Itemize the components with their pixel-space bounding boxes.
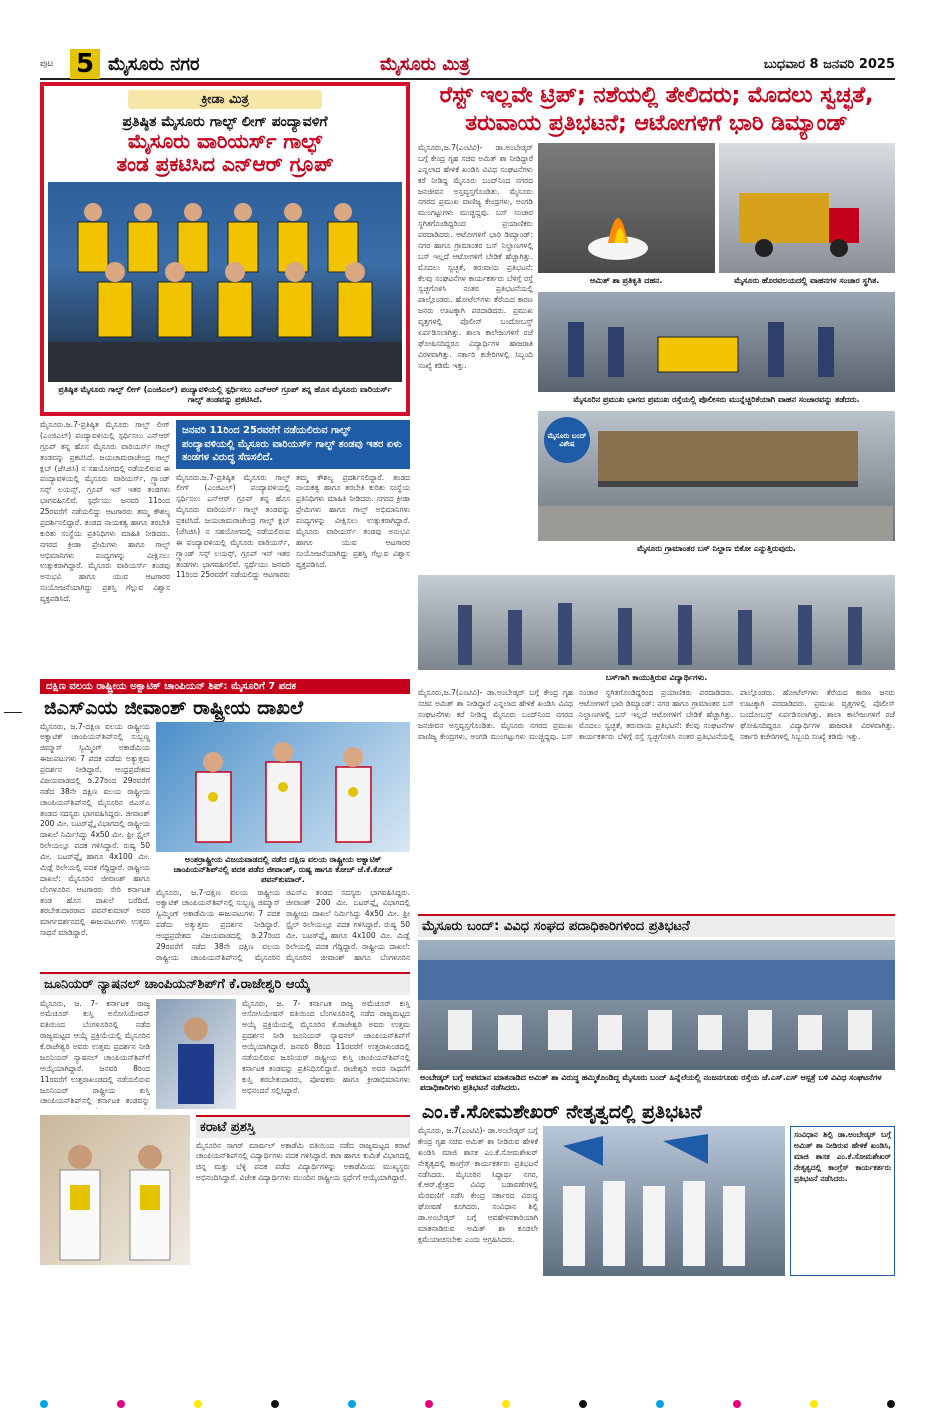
somashekar-headline: ಎಂ.ಕೆ.ಸೋಮಶೇಖರ್ ನೇತೃತ್ವದಲ್ಲಿ ಪ್ರತಿಭಟನೆ xyxy=(422,1101,702,1123)
swim-photo-caption: ಅಂತರ್ರಾಷ್ಟ್ರೀಯ ವಿಜಯವಾಡದಲ್ಲಿ ನಡೆದ ದಕ್ಷಿಣ ವಲಯ ರಾಷ್ಟ್ರೀಯ ಅಕ್ವಾಟಿಕ್ ಚಾಂಪಿಯನ್‌ಶಿಪ್‌ನಲ್ಲಿ ಪದಕ ಪಡೆದ ಜೀವಾಂಶ್, ರುಷ್ಯ ಹಾಗೂ ಕೋಚ್ ಜೆ.ಕೆ.ಕೋಚ್ ಪವನ್‌ಕುಮಾರ್. xyxy=(173,854,393,884)
bus-stand-photo xyxy=(538,411,895,541)
somashekar-protest-photo xyxy=(543,1126,785,1276)
march-illustration xyxy=(543,1126,763,1276)
golf-team-illustration xyxy=(48,182,402,382)
black-dot xyxy=(887,1400,895,1408)
barricade-caption: ಮೈಸೂರಿನ ಪ್ರಮುಖ ಭಾಗದ ಪ್ರಮುಖ ರಸ್ತೆಯಲ್ಲಿ ಪೊಲೀಸರು ಮುನ್ನೆಚ್ಚರಿಕೆಯಾಗಿ ವಾಹನ ಸಂಚಾರವನ್ನು ತಡೆದರು. xyxy=(573,395,860,404)
bandh-special-badge: ಮೈಸೂರು ಬಂದ್ ವಿಶೇಷ xyxy=(544,417,590,463)
golf-headline-1: ಮೈಸೂರು ವಾರಿಯರ್ಸ್ ಗಾಲ್ಫ್ xyxy=(127,129,323,153)
bandh-top-row xyxy=(418,143,895,573)
barricade-illustration xyxy=(538,292,893,392)
yellow-dot xyxy=(502,1400,510,1408)
swim-medal-photo xyxy=(156,722,410,852)
yellow-dot xyxy=(810,1400,818,1408)
students-caption: ಬಸ್‌ಗಾಗಿ ಕಾಯುತ್ತಿರುವ ವಿದ್ಯಾರ್ಥಿಗಳು. xyxy=(605,673,708,682)
swim-headline: ಜಿಎಸ್‌ಎಯ ಜೀವಾಂಶ್ ರಾಷ್ಟ್ರೀಯ ದಾಖಲೆ xyxy=(44,696,304,719)
fire-illustration xyxy=(538,143,713,273)
wrestler-illustration xyxy=(156,999,236,1109)
cyan-dot xyxy=(348,1400,356,1408)
golf-callout: ಜನವರಿ 11ರಿಂದ 25ರವರೆಗೆ ನಡೆಯಲಿರುವ ಗಾಲ್ಫ್ ಪಂದ್ಯಾವಳಿಯಲ್ಲಿ ಮೈಸೂರು ವಾರಿಯರ್ಸ್ ಗಾಲ್ಫ್ ತಂಡವು ಇತರ ಏಳು ತಂಡಗಳ ವಿರುದ್ಧ ಸೆಣಸಲಿದೆ. xyxy=(176,420,410,469)
somashekar-side-note: ಸಂವಿಧಾನ ಶಿಲ್ಪಿ ಡಾ.ಅಂಬೇಡ್ಕರ್ ಬಗ್ಗೆ ಅಮಿತ್ ಶಾ ನೀಡಿರುವ ಹೇಳಿಕೆ ಖಂಡಿಸಿ, ಮಾಜಿ ಶಾಸಕ ಎಂ.ಕೆ.ಸೋಮಶೇಖರ್ ನೇತೃತ್ವದಲ್ಲಿ ಕಾಂಗ್ರೆಸ್ ಕಾರ್ಯಕರ್ತರು ಪ್ರತಿಭಟನೆ ನಡೆಸಿದರು. xyxy=(790,1126,895,1276)
junior-body-lead: ಮೈಸೂರು, ಜ. 7- ಕರ್ನಾಟಕ ರಾಜ್ಯ ಅಮೆಚೂರ್ ಕುಸ್ತಿ ಅಸೋಸಿಯೇಷನ್ ವತಿಯಿಂದ ಬೆಂಗಳೂರಿನಲ್ಲಿ ನಡೆದ ರಾಜ್ಯಮಟ್ಟದ ಆಯ್ಕೆ ಪ್ರಕ್ರಿಯೆಯಲ್ಲಿ ಮೈಸೂರಿನ ಕೆ.ರಾಜೇಶ್ವರಿ ಅವರು ಉತ್ತಮ ಪ್ರದರ್ಶನ ನೀಡಿ ಜೂನಿಯರ್ ನ್ಯಾಷನಲ್ ಚಾಂಪಿಯನ್‌ಶಿಪ್‌ಗೆ ಆಯ್ಕೆಯಾಗಿದ್ದಾರೆ. ಜನವರಿ 8ರಿಂದ 11ರವರೆಗೆ ಉತ್ತರಾಖಂಡದಲ್ಲಿ ನಡೆಯಲಿರುವ ಜೂನಿಯರ್ ರಾಷ್ಟ್ರೀಯ ಕುಸ್ತಿ ಚಾಂಪಿಯನ್‌ಶಿಪ್‌ನಲ್ಲಿ ಕರ್ನಾಟಕ ತಂಡವನ್ನು xyxy=(40,998,150,1106)
swim-body-rest: ಮೈಸೂರು, ಜ.7-ದಕ್ಷಿಣ ವಲಯ ರಾಷ್ಟ್ರೀಯ ಅಕ್ವಾಟಿಕ್ ಚಾಂಪಿಯನ್‌ಶಿಪ್‌ನಲ್ಲಿ ಸುಬ್ಬಣ್ಣ ಜಿಮ್ಮಾಸ್ ಸ್ವಿಮ್ಮಿಂಗ್ ಅಕಾಡೆಮಿಯ ಈಜುಪಟುಗಳು 7 ಪದಕ ಪಡೆದು ಅತ್ಯುತ್ತಮ ಪ್ರದರ್ಶನ ನೀಡಿದ್ದಾರೆ. ಆಂಧ್ರಪ್ರದೇಶದ ವಿಜಯವಾಡದಲ್ಲಿ ಡಿ.27ರಿಂದ 29ರವರೆಗೆ ನಡೆದ 38ನೇ ದಕ್ಷಿಣ ವಲಯ ರಾಷ್ಟ್ರೀಯ ಚಾಂಪಿಯನ್‌ಶಿಪ್‌ನಲ್ಲಿ ಮೈಸೂರಿನ ಜಿಎಸ್‌ಎ ತಂಡದ ಸದಸ್ಯರು ಭಾಗವಹಿಸಿದ್ದರು. ಜೀವಾಂಶ್ 200 ಮೀ. ಬಟರ್‌ಫ್ಲೈ ವಿಭಾಗದಲ್ಲಿ ರಾಷ್ಟ್ರೀಯ ದಾಖಲೆ ನಿರ್ಮಿಸಿದ್ದು 4x50 ಮೀ. ಫ್ರೀ ಸ್ಟೈಲ್ ರಿಲೇಯಲ್ಲೂ ಪದಕ ಗಳಿಸಿದ್ದಾರೆ. ರುಷ್ಯ 50 ಮೀ. ಬಟರ್‌ಫ್ಲೈ ಹಾಗೂ 4x100 ಮೀ. ಮಿಡ್ಲೆ ರಿಲೇಯಲ್ಲಿ ಪದಕ ಗೆದ್ದಿದ್ದಾರೆ. ರಾಷ್ಟ್ರೀಯ ದಾಖಲೆ: ಮೈಸೂರಿನ ಜೀವಾಂಶ್ ಹಾಗೂ ಬೆಂಗಳೂರಿನ xyxy=(156,887,410,962)
golf-kicker: ಪ್ರತಿಷ್ಠಿತ ಮೈಸೂರು ಗಾಲ್ಫ್ ಲೀಗ್ ಪಂದ್ಯಾವಳಿಗೆ xyxy=(122,114,328,130)
swim-story xyxy=(40,679,410,968)
bandh-headline-1: ರೆಸ್ಟ್ ಇಲ್ಲವೇ ಟ್ರಿಪ್; ನಶೆಯಲ್ಲಿ ತೇಲಿದರು; ಮೊದಲು ಸ್ವಚ್ಛತೆ, xyxy=(439,83,874,108)
karate-body: ಮೈಸೂರಿನ ಸಾಗರ್ ಮಾರ್ಷಲ್ ಅಕಾಡೆಮಿ ವತಿಯಿಂದ ನಡೆದ ರಾಜ್ಯಮಟ್ಟದ ಕರಾಟೆ ಚಾಂಪಿಯನ್‌ಶಿಪ್‌ನಲ್ಲಿ ವಿದ್ಯಾರ್ಥಿಗಳು ಪದಕ ಗಳಿಸಿದ್ದಾರೆ. ಕಟಾ ಹಾಗೂ ಕುಮಿತೆ ವಿಭಾಗದಲ್ಲಿ ಚಿನ್ನ ಮತ್ತು ಬೆಳ್ಳಿ ಪದಕ ಪಡೆದ ವಿದ್ಯಾರ್ಥಿಗಳನ್ನು ಅಕಾಡೆಮಿಯ ಮುಖ್ಯಸ್ಥರು ಅಭಿನಂದಿಸಿದ್ದಾರೆ. ವಿಜೇತ ವಿದ್ಯಾರ್ಥಿಗಳು ಮುಂದಿನ ರಾಷ್ಟ್ರೀಯ ಸ್ಪರ್ಧೆಗೆ ಆಯ್ಕೆಯಾಗಿದ್ದಾರೆ. xyxy=(196,1140,410,1183)
sports-section-tag: ಕ್ರೀಡಾ ಮಿತ್ರ xyxy=(128,90,322,109)
bus-stand-caption: ಮೈಸೂರು ಗ್ರಾಮಾಂತರ ಬಸ್ ನಿಲ್ದಾಣ ಬಿಕೋ ಎನ್ನುತ್ತಿರುವುದು. xyxy=(637,544,796,553)
sitting-protest-illustration xyxy=(418,940,895,1070)
cyan-dot xyxy=(40,1400,48,1408)
golf-photo-caption: ಪ್ರತಿಷ್ಠಿತ ಮೈಸೂರು ಗಾಲ್ಫ್ ಲೀಗ್ (ಎಂಜಿಎಲ್) ಪಂದ್ಯಾವಳಿಯಲ್ಲಿ ಸ್ಪರ್ಧಿಸಲು ಎನ್‌ಆರ್ ಗ್ರೂಪ್ ತನ್ನ ಹೊಸ ಮೈಸೂರು ವಾರಿಯರ್ಸ್ ಗಾಲ್ಫ್ ತಂಡವನ್ನು ಪ್ರಕಟಿಸಿದೆ. xyxy=(58,385,392,404)
section-name: ಮೈಸೂರು ನಗರ xyxy=(108,53,200,75)
bus-stand-illustration xyxy=(538,411,893,541)
paper-name: ಮೈಸೂರು ಮಿತ್ರ xyxy=(380,53,470,75)
golf-story xyxy=(40,82,410,416)
effigy-caption: ಅಮಿತ್ ಶಾ ಪ್ರತಿಕೃತಿ ದಹನ. xyxy=(589,276,663,285)
trucks-halted-photo xyxy=(719,143,896,273)
protest-caption: ಅಂಬೇಡ್ಕರ್ ಬಗ್ಗೆ ಅಪಮಾನ ಮಾತನಾಡಿದ ಅಮಿತ್ ಶಾ ವಿರುದ್ಧ ಹಮ್ಮಿಕೊಂಡಿದ್ದ ಮೈಸೂರು ಬಂದ್ ಹಿನ್ನೆಲೆಯಲ್ಲಿ ನಂಜನಗೂಡು ರಸ್ತೆಯ ಜೆ.ಎಸ್.ಎಸ್ ಆಸ್ಪತ್ರೆ ಬಳಿ ವಿವಿಧ ಸಂಘಟನೆಗಳ ಪದಾಧಿಕಾರಿಗಳು ಪ್ರತಿಭಟನೆ ನಡೆಸಿದರು. xyxy=(420,1073,882,1092)
golf-body-area xyxy=(40,420,410,673)
wrestler-photo xyxy=(156,999,236,1109)
black-dot xyxy=(271,1400,279,1408)
karate-photo xyxy=(40,1115,190,1265)
swimmers-illustration xyxy=(156,722,406,852)
page-number: 5 xyxy=(70,49,100,79)
junior-headline: ಜೂನಿಯರ್ ನ್ಯಾಷನಲ್ ಚಾಂಪಿಯನ್‌ಶಿಪ್‌ಗೆ ಕೆ.ರಾಜೇಶ್ವರಿ ಆಯ್ಕೆ xyxy=(40,972,410,995)
left-column xyxy=(40,82,410,1382)
somashekar-body: ಮೈಸೂರು, ಜ.7(ಎಂಟಿವಿ)- ಡಾ.ಅಂಬೇಡ್ಕರ್ ಬಗ್ಗೆ ಕೇಂದ್ರ ಗೃಹ ಸಚಿವ ಅಮಿತ್ ಶಾ ನೀಡಿರುವ ಹೇಳಿಕೆ ಖಂಡಿಸಿ ಮಾಜಿ ಶಾಸಕ ಎಂ.ಕೆ.ಸೋಮಶೇಖರ್ ನೇತೃತ್ವದಲ್ಲಿ ಕಾಂಗ್ರೆಸ್ ಕಾರ್ಯಕರ್ತರು ಪ್ರತಿಭಟನೆ ನಡೆಸಿದರು. ಮೈಸೂರಿನ ಸಿದ್ಧಾರ್ಥ ನಗರ, ಕೆ.ಆರ್.ಕ್ಷೇತ್ರದ ವಿವಿಧ ಬಡಾವಣೆಗಳಲ್ಲಿ ಮೆರವಣಿಗೆ ನಡೆಸಿ ಕೇಂದ್ರ ಸರ್ಕಾರದ ವಿರುದ್ಧ ಘೋಷಣೆ ಕೂಗಿದರು. ಸಂವಿಧಾನ ಶಿಲ್ಪಿ ಡಾ.ಅಂಬೇಡ್ಕರ್ ಬಗ್ಗೆ ಅವಹೇಳನಕಾರಿಯಾಗಿ ಮಾತನಾಡಿರುವ ಅಮಿತ್ ಶಾ ಕೂಡಲೇ ಕ್ಷಮೆಯಾಚಿಸಬೇಕು ಎಂದು ಆಗ್ರಹಿಸಿದರು. xyxy=(418,1126,538,1244)
police-barricade-photo xyxy=(538,292,895,392)
black-dot xyxy=(579,1400,587,1408)
junior-body-rest: ಮೈಸೂರು, ಜ. 7- ಕರ್ನಾಟಕ ರಾಜ್ಯ ಅಮೆಚೂರ್ ಕುಸ್ತಿ ಅಸೋಸಿಯೇಷನ್ ವತಿಯಿಂದ ಬೆಂಗಳೂರಿನಲ್ಲಿ ನಡೆದ ರಾಜ್ಯಮಟ್ಟದ ಆಯ್ಕೆ ಪ್ರಕ್ರಿಯೆಯಲ್ಲಿ ಮೈಸೂರಿನ ಕೆ.ರಾಜೇಶ್ವರಿ ಅವರು ಉತ್ತಮ ಪ್ರದರ್ಶನ ನೀಡಿ ಜೂನಿಯರ್ ನ್ಯಾಷನಲ್ ಚಾಂಪಿಯನ್‌ಶಿಪ್‌ಗೆ ಆಯ್ಕೆಯಾಗಿದ್ದಾರೆ. ಜನವರಿ 8ರಿಂದ 11ರವರೆಗೆ ಉತ್ತರಾಖಂಡದಲ್ಲಿ ನಡೆಯಲಿರುವ ಜೂನಿಯರ್ ರಾಷ್ಟ್ರೀಯ ಕುಸ್ತಿ ಚಾಂಪಿಯನ್‌ಶಿಪ್‌ನಲ್ಲಿ ಕರ್ನಾಟಕ ತಂಡವನ್ನು ಪ್ರತಿನಿಧಿಸಲಿದ್ದಾರೆ. ರಾಜೇಶ್ವರಿ ಅವರ ಸಾಧನೆಗೆ ಕುಸ್ತಿ ತರಬೇತುದಾರರು, ಪೋಷಕರು ಹಾಗೂ ಕ್ರೀಡಾಭಿಮಾನಿಗಳು ಅಭಿನಂದನೆ ಸಲ್ಲಿಸಿದ್ದಾರೆ. xyxy=(242,998,410,1095)
karate-kids-illustration xyxy=(40,1115,190,1265)
page-label: ಪುಟ xyxy=(40,59,54,69)
effigy-burning-photo xyxy=(538,143,715,273)
golf-body-lead: ಮೈಸೂರು.ಜ.7-ಪ್ರತಿಷ್ಠಿತ ಮೈಸೂರು ಗಾಲ್ಫ್ ಲೀಗ್ (ಎಂಜಿಎಲ್) ಪಂದ್ಯಾವಳಿಯಲ್ಲಿ ಸ್ಪರ್ಧಿಸಲು ಎನ್‌ಆರ್ ಗ್ರೂಪ್ ತನ್ನ ಹೊಸ ಮೈಸೂರು ವಾರಿಯರ್ಸ್ ಗಾಲ್ಫ್ ತಂಡವನ್ನು ಪ್ರಕಟಿಸಿದೆ. ಜಯಚಾಮರಾಜೇಂದ್ರ ಗಾಲ್ಫ್ ಕ್ಲಬ್ (ಜೆಸಿಜಿಸಿ) ನ ಸಹಯೋಗದಲ್ಲಿ ನಡೆಯಲಿರುವ ಈ ಪಂದ್ಯಾವಳಿಯಲ್ಲಿ ಮೈಸೂರು ವಾರಿಯರ್ಸ್, ಗ್ರ್ಯಾಂಡ್ ಸನ್ಸ್ ಲಯನ್ಸ್, ಗ್ರೂಪ್ ಇನ್ ಇತರ ತಂಡಗಳು ಭಾಗವಹಿಸಲಿವೆ. ಸ್ಪರ್ಧೆಯು ಜನವರಿ 11ರಿಂದ 25ರವರೆಗೆ ನಡೆಯಲಿದ್ದು ಆಟಗಾರರು ತಮ್ಮ ಕೌಶಲ್ಯ ಪ್ರದರ್ಶಿಸಲಿದ್ದಾರೆ. ತಂಡದ ನಾಯಕತ್ವ ಹಾಗೂ ತರಬೇತಿ ಕುರಿತು ಸಂಸ್ಥೆಯ ಪ್ರತಿನಿಧಿಗಳು ಮಾಹಿತಿ ನೀಡಿದರು. ನಗರದ ಕ್ರೀಡಾ ಪ್ರೇಮಿಗಳು ಹಾಗೂ ಗಾಲ್ಫ್ ಅಭಿಮಾನಿಗಳು ಪಂದ್ಯಗಳನ್ನು ವೀಕ್ಷಿಸಲು ಉತ್ಸುಕರಾಗಿದ್ದಾರೆ. ಮೈಸೂರು ವಾರಿಯರ್ಸ್ ತಂಡವು ಅನುಭವಿ ಹಾಗೂ ಯುವ ಆಟಗಾರರ ಸಂಯೋಜನೆಯಾಗಿದ್ದು ಪ್ರಶಸ್ತಿ ಗೆಲ್ಲುವ ವಿಶ್ವಾಸ ವ್ಯಕ್ತಪಡಿಸಿದೆ. xyxy=(40,420,170,603)
golf-team-photo xyxy=(48,182,402,382)
karate-headline: ಕರಾಟೆ ಪ್ರಶಸ್ತಿ xyxy=(196,1115,410,1138)
registration-dots xyxy=(40,1398,895,1410)
somashekar-story xyxy=(418,1126,895,1276)
issue-date: ಬುಧವಾರ 8 ಜನವರಿ 2025 xyxy=(763,56,895,72)
bandh-body-continued: ಮೈಸೂರು,ಜ.7(ಎಂಟಿವಿ)- ಡಾ.ಅಂಬೇಡ್ಕರ್ ಬಗ್ಗೆ ಕೇಂದ್ರ ಗೃಹ ಸಚಿವ ಅಮಿತ್ ಶಾ ನೀಡಿದ್ದಾರೆ ಎನ್ನಲಾದ ಹೇಳಿಕೆ ಖಂಡಿಸಿ ವಿವಿಧ ಸಂಘಟನೆಗಳು ಕರೆ ನೀಡಿದ್ದ ಮೈಸೂರು ಬಂದ್‌ನಿಂದ ನಗರದ ಜನಜೀವನ ಅಸ್ತವ್ಯಸ್ತಗೊಂಡಿತು. ಮೈಸೂರು ನಗರದ ಪ್ರಮುಖ ವಾಣಿಜ್ಯ ಕೇಂದ್ರಗಳು, ಅಂಗಡಿ ಮುಂಗಟ್ಟುಗಳು ಮುಚ್ಚಿದ್ದವು. ಬಸ್ ಸಂಚಾರ ಸ್ಥಗಿತಗೊಂಡಿದ್ದರಿಂದ ಪ್ರಯಾಣಿಕರು ಪರದಾಡಿದರು. ಆಟೋಗಳಿಗೆ ಭಾರಿ ಡಿಮ್ಯಾಂಡ್: ನಗರ ಹಾಗೂ ಗ್ರಾಮಾಂತರ ಬಸ್ ನಿಲ್ದಾಣಗಳಲ್ಲಿ ಬಸ್ ಇಲ್ಲದೆ ಆಟೋಗಳಿಗೆ ಬೇಡಿಕೆ ಹೆಚ್ಚಾಗಿತ್ತು. ಮೊದಲು ಸ್ವಚ್ಛತೆ, ತರುವಾಯ ಪ್ರತಿಭಟನೆ: ಕೆಲವು ಸಂಘಟನೆಗಳ ಕಾರ್ಯಕರ್ತರು ಬೆಳಿಗ್ಗೆ ರಸ್ತೆ ಸ್ವಚ್ಛಗೊಳಿಸಿ ನಂತರ ಪ್ರತಿಭಟನೆಯಲ್ಲಿ ಪಾಲ್ಗೊಂಡರು. ಹೋಟೆಲ್‌ಗಳು ತೆರೆಯದ ಕಾರಣ ಜನರು ಊಟಕ್ಕಾಗಿ ಪರದಾಡಿದರು. ಪ್ರಮುಖ ವೃತ್ತಗಳಲ್ಲಿ ಪೊಲೀಸ್ ಬಂದೋಬಸ್ತ್ ಏರ್ಪಡಿಸಲಾಗಿತ್ತು. ಶಾಲಾ ಕಾಲೇಜುಗಳಿಗೆ ರಜೆ ಘೋಷಿಸದಿದ್ದರೂ ವಿದ್ಯಾರ್ಥಿಗಳ ಹಾಜರಾತಿ ವಿರಳವಾಗಿತ್ತು. ಸರ್ಕಾರಿ ಕಚೇರಿಗಳಲ್ಲಿ ಸಿಬ್ಬಂದಿ ಸಂಖ್ಯೆ ಕಡಿಮೆ ಇತ್ತು. xyxy=(418,688,895,741)
students-photo xyxy=(418,575,895,670)
protest-photo xyxy=(418,940,895,1070)
protest-headline: ಮೈಸೂರು ಬಂದ್: ವಿವಿಧ ಸಂಘದ ಪದಾಧಿಕಾರಿಗಳಿಂದ ಪ್ರತಿಭಟನೆ xyxy=(418,914,895,937)
swim-body-lead: ಮೈಸೂರು, ಜ.7-ದಕ್ಷಿಣ ವಲಯ ರಾಷ್ಟ್ರೀಯ ಅಕ್ವಾಟಿಕ್ ಚಾಂಪಿಯನ್‌ಶಿಪ್‌ನಲ್ಲಿ ಸುಬ್ಬಣ್ಣ ಜಿಮ್ಮಾಸ್ ಸ್ವಿಮ್ಮಿಂಗ್ ಅಕಾಡೆಮಿಯ ಈಜುಪಟುಗಳು 7 ಪದಕ ಪಡೆದು ಅತ್ಯುತ್ತಮ ಪ್ರದರ್ಶನ ನೀಡಿದ್ದಾರೆ. ಆಂಧ್ರಪ್ರದೇಶದ ವಿಜಯವಾಡದಲ್ಲಿ ಡಿ.27ರಿಂದ 29ರವರೆಗೆ ನಡೆದ 38ನೇ ದಕ್ಷಿಣ ವಲಯ ರಾಷ್ಟ್ರೀಯ ಚಾಂಪಿಯನ್‌ಶಿಪ್‌ನಲ್ಲಿ ಮೈಸೂರಿನ ಜಿಎಸ್‌ಎ ತಂಡದ ಸದಸ್ಯರು ಭಾಗವಹಿಸಿದ್ದರು. ಜೀವಾಂಶ್ 200 ಮೀ. ಬಟರ್‌ಫ್ಲೈ ವಿಭಾಗದಲ್ಲಿ ರಾಷ್ಟ್ರೀಯ ದಾಖಲೆ ನಿರ್ಮಿಸಿದ್ದು 4x50 ಮೀ. ಫ್ರೀ ಸ್ಟೈಲ್ ರಿಲೇಯಲ್ಲೂ ಪದಕ ಗಳಿಸಿದ್ದಾರೆ. ರುಷ್ಯ 50 ಮೀ. ಬಟರ್‌ಫ್ಲೈ ಹಾಗೂ 4x100 ಮೀ. ಮಿಡ್ಲೆ ರಿಲೇಯಲ್ಲಿ ಪದಕ ಗೆದ್ದಿದ್ದಾರೆ. ರಾಷ್ಟ್ರೀಯ ದಾಖಲೆ: ಮೈಸೂರಿನ ಜೀವಾಂಶ್ ಹಾಗೂ ಬೆಂಗಳೂರಿನ ಆಟಗಾರರು ಸೇರಿ ಕರ್ನಾಟಕ ತಂಡ ಹೊಸ ದಾಖಲೆ ಬರೆದಿದೆ. ತರಬೇತುದಾರರಾದ ಪವನ್‌ಕುಮಾರ್ ಅವರ ಮಾರ್ಗದರ್ಶನದಲ್ಲಿ ಈಜುಪಟುಗಳು ಉತ್ತಮ ಸಾಧನೆ ಮಾಡಿದ್ದಾರೆ. xyxy=(40,721,150,938)
golf-body-rest: ಮೈಸೂರು.ಜ.7-ಪ್ರತಿಷ್ಠಿತ ಮೈಸೂರು ಗಾಲ್ಫ್ ಲೀಗ್ (ಎಂಜಿಎಲ್) ಪಂದ್ಯಾವಳಿಯಲ್ಲಿ ಸ್ಪರ್ಧಿಸಲು ಎನ್‌ಆರ್ ಗ್ರೂಪ್ ತನ್ನ ಹೊಸ ಮೈಸೂರು ವಾರಿಯರ್ಸ್ ಗಾಲ್ಫ್ ತಂಡವನ್ನು ಪ್ರಕಟಿಸಿದೆ. ಜಯಚಾಮರಾಜೇಂದ್ರ ಗಾಲ್ಫ್ ಕ್ಲಬ್ (ಜೆಸಿಜಿಸಿ) ನ ಸಹಯೋಗದಲ್ಲಿ ನಡೆಯಲಿರುವ ಈ ಪಂದ್ಯಾವಳಿಯಲ್ಲಿ ಮೈಸೂರು ವಾರಿಯರ್ಸ್, ಗ್ರ್ಯಾಂಡ್ ಸನ್ಸ್ ಲಯನ್ಸ್, ಗ್ರೂಪ್ ಇನ್ ಇತರ ತಂಡಗಳು ಭಾಗವಹಿಸಲಿವೆ. ಸ್ಪರ್ಧೆಯು ಜನವರಿ 11ರಿಂದ 25ರವರೆಗೆ ನಡೆಯಲಿದ್ದು ಆಟಗಾರರು ತಮ್ಮ ಕೌಶಲ್ಯ ಪ್ರದರ್ಶಿಸಲಿದ್ದಾರೆ. ತಂಡದ ನಾಯಕತ್ವ ಹಾಗೂ ತರಬೇತಿ ಕುರಿತು ಸಂಸ್ಥೆಯ ಪ್ರತಿನಿಧಿಗಳು ಮಾಹಿತಿ ನೀಡಿದರು. ನಗರದ ಕ್ರೀಡಾ ಪ್ರೇಮಿಗಳು ಹಾಗೂ ಗಾಲ್ಫ್ ಅಭಿಮಾನಿಗಳು ಪಂದ್ಯಗಳನ್ನು ವೀಕ್ಷಿಸಲು ಉತ್ಸುಕರಾಗಿದ್ದಾರೆ. ಮೈಸೂರು ವಾರಿಯರ್ಸ್ ತಂಡವು ಅನುಭವಿ ಹಾಗೂ ಯುವ ಆಟಗಾರರ ಸಂಯೋಜನೆಯಾಗಿದ್ದು ಪ್ರಶಸ್ತಿ ಗೆಲ್ಲುವ ವಿಶ್ವಾಸ ವ್ಯಕ್ತಪಡಿಸಿದೆ. xyxy=(176,472,410,580)
bandh-body-lead: ಮೈಸೂರು,ಜ.7(ಎಂಟಿವಿ)- ಡಾ.ಅಂಬೇಡ್ಕರ್ ಬಗ್ಗೆ ಕೇಂದ್ರ ಗೃಹ ಸಚಿವ ಅಮಿತ್ ಶಾ ನೀಡಿದ್ದಾರೆ ಎನ್ನಲಾದ ಹೇಳಿಕೆ ಖಂಡಿಸಿ ವಿವಿಧ ಸಂಘಟನೆಗಳು ಕರೆ ನೀಡಿದ್ದ ಮೈಸೂರು ಬಂದ್‌ನಿಂದ ನಗರದ ಜನಜೀವನ ಅಸ್ತವ್ಯಸ್ತಗೊಂಡಿತು. ಮೈಸೂರು ನಗರದ ಪ್ರಮುಖ ವಾಣಿಜ್ಯ ಕೇಂದ್ರಗಳು, ಅಂಗಡಿ ಮುಂಗಟ್ಟುಗಳು ಮುಚ್ಚಿದ್ದವು. ಬಸ್ ಸಂಚಾರ ಸ್ಥಗಿತಗೊಂಡಿದ್ದರಿಂದ ಪ್ರಯಾಣಿಕರು ಪರದಾಡಿದರು. ಆಟೋಗಳಿಗೆ ಭಾರಿ ಡಿಮ್ಯಾಂಡ್: ನಗರ ಹಾಗೂ ಗ್ರಾಮಾಂತರ ಬಸ್ ನಿಲ್ದಾಣಗಳಲ್ಲಿ ಬಸ್ ಇಲ್ಲದೆ ಆಟೋಗಳಿಗೆ ಬೇಡಿಕೆ ಹೆಚ್ಚಾಗಿತ್ತು. ಮೊದಲು ಸ್ವಚ್ಛತೆ, ತರುವಾಯ ಪ್ರತಿಭಟನೆ: ಕೆಲವು ಸಂಘಟನೆಗಳ ಕಾರ್ಯಕರ್ತರು ಬೆಳಿಗ್ಗೆ ರಸ್ತೆ ಸ್ವಚ್ಛಗೊಳಿಸಿ ನಂತರ ಪ್ರತಿಭಟನೆಯಲ್ಲಿ ಪಾಲ್ಗೊಂಡರು. ಹೋಟೆಲ್‌ಗಳು ತೆರೆಯದ ಕಾರಣ ಜನರು ಊಟಕ್ಕಾಗಿ ಪರದಾಡಿದರು. ಪ್ರಮುಖ ವೃತ್ತಗಳಲ್ಲಿ ಪೊಲೀಸ್ ಬಂದೋಬಸ್ತ್ ಏರ್ಪಡಿಸಲಾಗಿತ್ತು. ಶಾಲಾ ಕಾಲೇಜುಗಳಿಗೆ ರಜೆ ಘೋಷಿಸದಿದ್ದರೂ ವಿದ್ಯಾರ್ಥಿಗಳ ಹಾಜರಾತಿ ವಿರಳವಾಗಿತ್ತು. ಸರ್ಕಾರಿ ಕಚೇರಿಗಳಲ್ಲಿ ಸಿಬ್ಬಂದಿ ಸಂಖ್ಯೆ ಕಡಿಮೆ ಇತ್ತು. xyxy=(418,143,533,370)
magenta-dot xyxy=(425,1400,433,1408)
trucks-caption: ಮೈಸೂರು ಹೊರವಲಯದಲ್ಲಿ ವಾಹನಗಳ ಸಂಚಾರ ಸ್ಥಗಿತ. xyxy=(734,276,880,285)
karate-story xyxy=(40,1115,410,1266)
crowd-illustration xyxy=(418,575,895,670)
junior-story xyxy=(40,972,410,1109)
yellow-dot xyxy=(194,1400,202,1408)
swim-kicker: ದಕ್ಷಿಣ ವಲಯ ರಾಷ್ಟ್ರೀಯ ಅಕ್ವಾಟಿಕ್ ಚಾಂಪಿಯನ್ ಶಿಪ್: ಮೈಸೂರಿಗೆ 7 ಪದಕ xyxy=(40,679,410,694)
bandh-headline-2: ತರುವಾಯ ಪ್ರತಿಭಟನೆ; ಆಟೋಗಳಿಗೆ ಭಾರಿ ಡಿಮ್ಯಾಂಡ್ xyxy=(465,110,848,136)
magenta-dot xyxy=(733,1400,741,1408)
golf-headline-2: ತಂಡ ಪ್ರಕಟಿಸಿದ ಎನ್‌ಆರ್ ಗ್ರೂಪ್ xyxy=(116,152,334,176)
right-column xyxy=(418,82,895,1382)
cyan-dot xyxy=(656,1400,664,1408)
magenta-dot xyxy=(117,1400,125,1408)
truck-illustration xyxy=(719,143,894,273)
crop-mark xyxy=(4,712,22,713)
page-masthead xyxy=(40,50,895,80)
